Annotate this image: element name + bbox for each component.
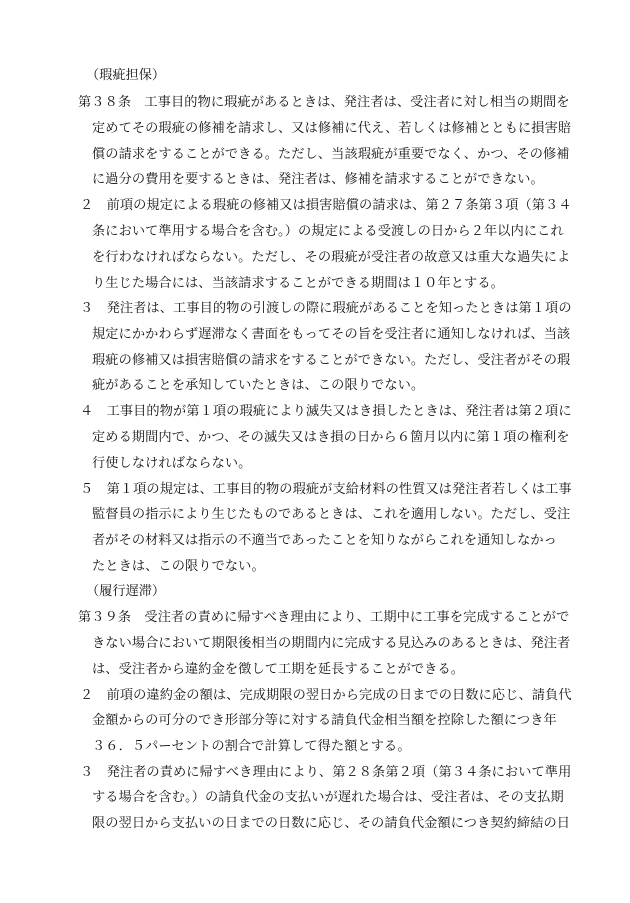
- text-line: 償の請求をすることができる。ただし、当該瑕疵が重要でなく、かつ、その修補: [92, 147, 570, 162]
- text-line: ２ 前項の規定による瑕疵の修補又は損害賠償の請求は、第２７条第３項（第３４: [80, 198, 572, 213]
- text-line: 行使しなければならない。: [92, 456, 252, 471]
- text-line: ３ 発注者は、工事目的物の引渡しの際に瑕疵があることを知ったときは第１項の: [80, 301, 572, 316]
- text-line: 限の翌日から支払いの日までの日数に応じ、その請負代金額につき契約締結の日: [92, 816, 571, 831]
- text-line: 定めてその瑕疵の修補を請求し、又は修補に代え、若しくは修補とともに損害賠: [92, 121, 572, 136]
- text-line: 疵があることを承知していたときは、この限りでない。: [92, 378, 425, 393]
- text-line: 規定にかかわらず遅滞なく書面をもってその旨を受注者に通知しなければ、当該: [92, 327, 571, 342]
- text-line: 瑕疵の修補又は損害賠償の請求をすることができない。ただし、受注者がその瑕: [92, 353, 571, 368]
- text-line: する場合を含む。）の請負代金の支払いが遅れた場合は、受注者は、その支払期: [92, 790, 564, 805]
- text-line: に過分の費用を要するときは、発注者は、修補を請求することができない。: [92, 172, 544, 187]
- text-line: り生じた場合には、当該請求することができる期間は１０年とする。: [92, 276, 504, 291]
- text-line: ５ 第１項の規定は、工事目的物の瑕疵が支給材料の性質又は発注者若しくは工事: [80, 482, 572, 497]
- text-line: 第３８条 工事目的物に瑕疵があるときは、発注者は、受注者に対し相当の期間を: [78, 95, 570, 110]
- text-line: を行わなければならない。ただし、その瑕疵が受注者の故意又は重大な過失によ: [92, 250, 571, 265]
- text-line: ２ 前項の違約金の額は、完成期限の翌日から完成の日までの日数に応じ、請負代: [80, 688, 572, 703]
- text-line: 金額からの可分のでき形部分等に対する請負代金相当額を控除した額につき年: [92, 713, 557, 728]
- text-line: ３６．５パーセントの割合で計算して得た額とする。: [92, 739, 411, 754]
- text-line: 第３９条 受注者の責めに帰すべき理由により、工期中に工事を完成することがで: [78, 610, 570, 625]
- text-line: 定める期間内で、かつ、その滅失又はき損の日から６箇月以内に第１項の権利を: [92, 430, 570, 445]
- text-line: 条において準用する場合を含む。）の規定による受渡しの日から２年以内にこれ: [92, 224, 564, 239]
- text-line: 監督員の指示により生じたものであるときは、これを適用しない。ただし、受注: [92, 507, 571, 522]
- text-line: たときは、この限りでない。: [92, 559, 265, 574]
- section-heading-defect-warranty: （瑕疵担保）: [86, 68, 166, 83]
- text-line: ４ 工事目的物が第１項の瑕疵により滅失又はき損したときは、発注者は第２項に: [80, 404, 572, 419]
- text-line: きない場合において期限後相当の期間内に完成する見込みのあるときは、発注者: [92, 636, 571, 651]
- text-line: は、受注者から違約金を徴して工期を延長することができる。: [92, 662, 465, 677]
- section-heading-delay: （履行遅滞）: [86, 584, 166, 599]
- text-line: 者がその材料又は指示の不適当であったことを知りながらこれを通知しなかっ: [92, 533, 557, 548]
- text-line: ３ 発注者の責めに帰すべき理由により、第２８条第２項（第３４条において準用: [80, 765, 572, 780]
